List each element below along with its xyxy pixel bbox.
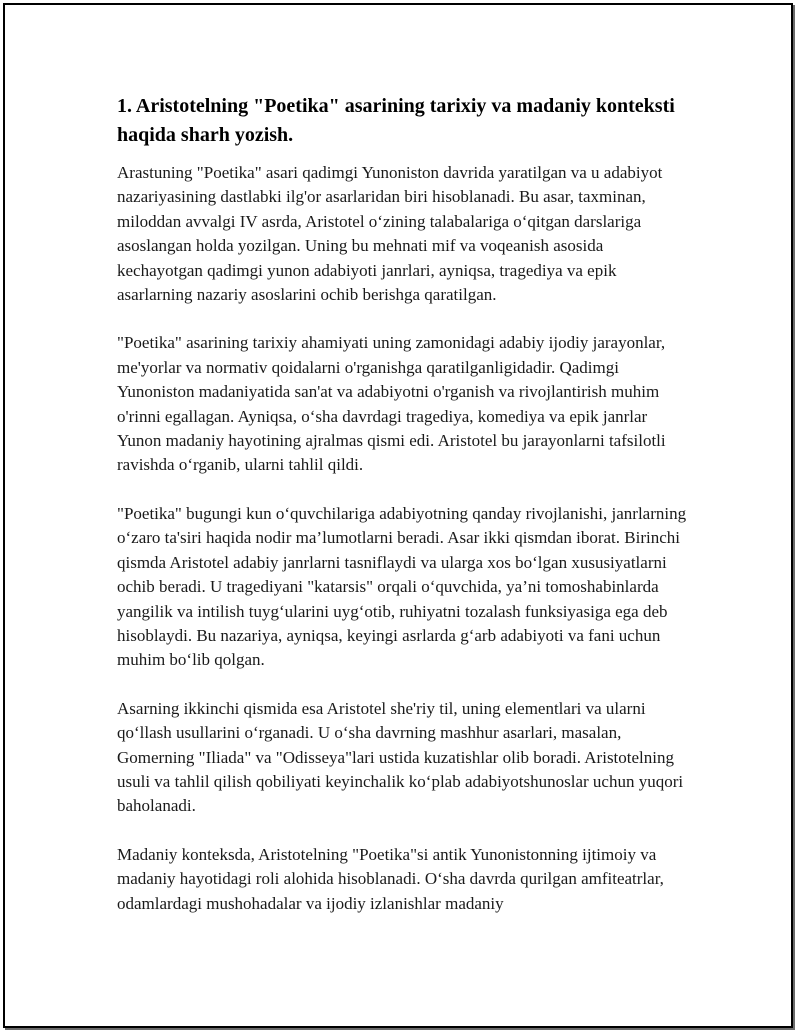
paragraph-2: "Poetika" asarining tarixiy ahamiyati uning zamonidagi adabiy ijodiy jarayonlar, me'yorlar va normativ qoidalarni o'rganishga qaratilganligidadir. Qadimgi Yunoniston madaniyatida san'at va adabiyotni o'rganish va rivojlantirish muhim o'rinni egallagan. Ayniqsa, o‘sha davrdagi tragediya, komediya va epik janrlar Yunon madaniy hayotining ajralmas qismi edi. Aristotel bu jarayonlarni tafsilotli ravishda o‘rganib, ularni tahlil qildi. [117,333,666,475]
document-body [117,92,692,940]
section-heading: 1. Aristotelning "Poetika" asarining tarixiy va madaniy konteksti haqida sharh yozish. [117,95,675,146]
paragraph-5: Madaniy konteksda, Aristotelning "Poetika"si antik Yunonistonning ijtimoiy va madaniy hayotidagi roli alohida hisoblanadi. O‘sha davrda qurilgan amfiteatrlar, odamlardagi mushohadalar va ijodiy izlanishlar madaniy [117,844,664,913]
paragraph-4: Asarning ikkinchi qismida esa Aristotel she'riy til, uning elementlari va ularni qo‘llash usullarini o‘rganadi. U o‘sha davrning mashhur asarlari, masalan, Gomerning "Iliada" va "Odisseya"lari ustida kuzatishlar olib boradi. Aristotelning usuli va tahlil qilish qobiliyati keyinchalik ko‘plab adabiyotshunoslar uchun yuqori baholanadi. [117,698,684,816]
paragraph-1: Arastuning "Poetika" asari qadimgi Yunoniston davrida yaratilgan va u adabiyot nazariyasining dastlabki ilg'or asarlaridan biri hisoblanadi. Bu asar, taxminan, miloddan avvalgi IV asrda, Aristotel o‘zining talabalariga o‘qitgan darslariga asoslangan holda yozilgan. Uning bu mehnati mif va voqeanish asosida kechayotgan qadimgi yunon adabiyoti janrlari, ayniqsa, tragediya va epik asarlarning nazariy asoslarini ochib berishga qaratilgan. [117,163,663,305]
paragraph-3: "Poetika" bugungi kun o‘quvchilariga adabiyotning qanday rivojlanishi, janrlarning o‘zaro ta'siri haqida nodir ma’lumotlarni beradi. Asar ikki qismdan iborat. Birinchi qismda Aristotel adabiy janrlarni tasniflaydi va ularga xos bo‘lgan xususiyatlarni ochib beradi. U tragediyani "katarsis" orqali o‘quvchida, ya’ni tomoshabinlarda yangilik va intilish tuyg‘ularini uyg‘otib, ruhiyatni tozalash funksiyasiga ega deb hisoblaydi. Bu nazariya, ayniqsa, keyingi asrlarda g‘arb adabiyoti va fani uchun muhim bo‘lib qolgan. [117,503,687,670]
